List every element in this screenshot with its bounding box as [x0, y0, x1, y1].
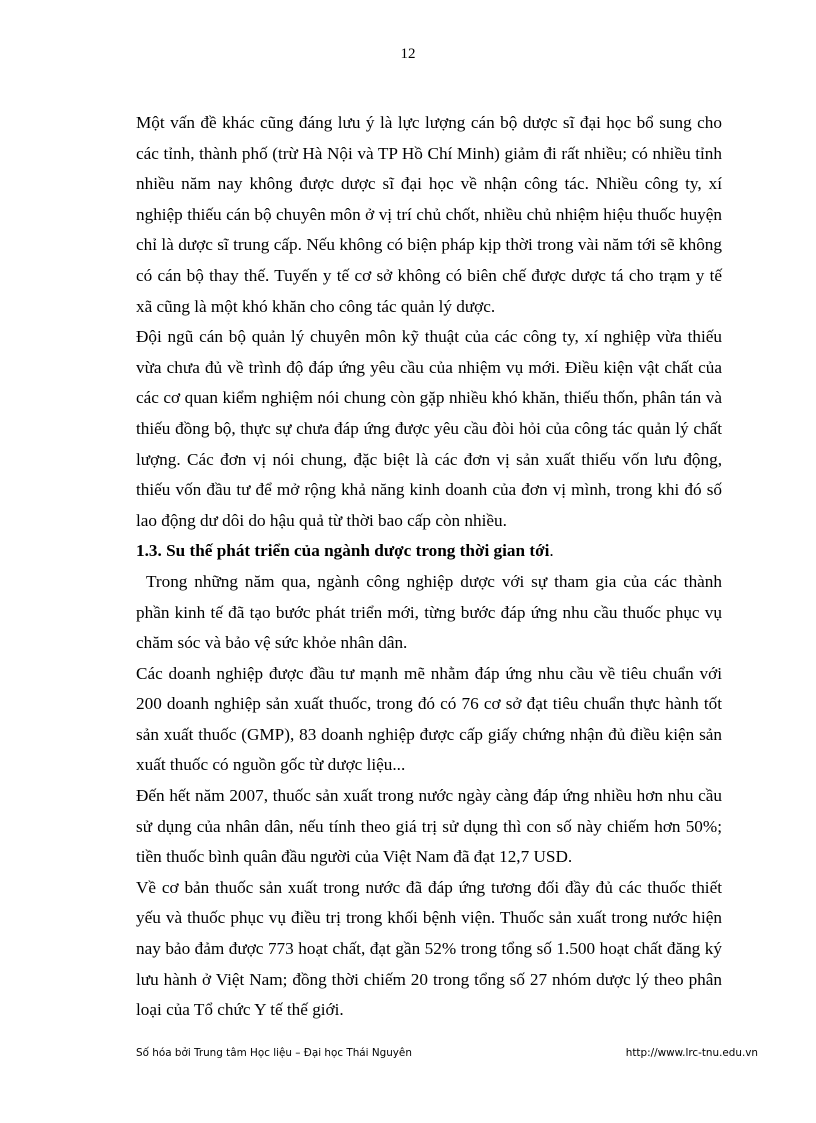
paragraph: Về cơ bản thuốc sản xuất trong nước đã đáp ứng tương đối đầy đủ các thuốc thiết yếu và thuốc phục vụ điều trị trong khối bệnh viện. Thuốc sản xuất trong nước hiện nay bảo đảm được 773 hoạt chất, đạt gần 52% trong tổng số 1.500 hoạt chất đăng ký lưu hành ở Việt Nam; đồng thời chiếm 20 trong tổng số 27 nhóm dược lý theo phân loại của Tổ chức Y tế thế giới. [136, 877, 722, 1020]
page-number: 12 [400, 46, 416, 62]
paragraph: Một vấn đề khác cũng đáng lưu ý là lực lượng cán bộ dược sĩ đại học bổ sung cho các tỉnh, thành phố (trừ Hà Nội và TP Hồ Chí Minh) giảm đi rất nhiều; có nhiều tỉnh nhiều năm nay không được dược sĩ đại học về nhận công tác. Nhiều công ty, xí nghiệp thiếu cán bộ chuyên môn ở vị trí chủ chốt, nhiều chủ nhiệm hiệu thuốc huyện chỉ là dược sĩ trung cấp. Nếu không có biện pháp kịp thời trong vài năm tới sẽ không có cán bộ thay thế. Tuyến y tế cơ sở không có biên chế được dược tá cho trạm y tế xã cũng là một khó khăn cho công tác quản lý dược. [136, 113, 722, 316]
paragraph: Các doanh nghiệp được đầu tư mạnh mẽ nhằm đáp ứng nhu cầu về tiêu chuẩn với 200 doanh nghiệp sản xuất thuốc, trong đó có 76 cơ sở đạt tiêu chuẩn thực hành tốt sản xuất thuốc (GMP), 83 doanh nghiệp được cấp giấy chứng nhận đủ điều kiện sản xuất thuốc có nguồn gốc từ dược liệu... [136, 663, 722, 775]
section-heading-period: . [549, 541, 554, 561]
paragraph: Đến hết năm 2007, thuốc sản xuất trong nước ngày càng đáp ứng nhiều hơn nhu cầu sử dụng của nhân dân, nếu tính theo giá trị sử dụng thì con số này chiếm hơn 50%; tiền thuốc bình quân đầu người của Việt Nam đã đạt 12,7 USD. [136, 786, 722, 867]
paragraph: Đội ngũ cán bộ quản lý chuyên môn kỹ thuật của các công ty, xí nghiệp vừa thiếu vừa chưa đủ về trình độ đáp ứng yêu cầu của nhiệm vụ mới. Điều kiện vật chất của các cơ quan kiểm nghiệm nói chung còn gặp nhiều khó khăn, thiếu thốn, phân tán và thiếu đồng bộ, thực sự chưa đáp ứng được yêu cầu đòi hỏi của công tác quản lý chất lượng. Các đơn vị nói chung, đặc biệt là các đơn vị sản xuất thiếu vốn lưu động, thiếu vốn đầu tư để mở rộng khả năng kinh doanh của đơn vị mình, trong khi đó số lao động dư dôi do hậu quả từ thời bao cấp còn nhiều. [136, 327, 722, 530]
section-heading-text: 1.3. Su thế phát triển của ngành dược trong thời gian tới [136, 541, 550, 561]
paragraph: Trong những năm qua, ngành công nghiệp dược với sự tham gia của các thành phần kinh tế đã tạo bước phát triển mới, từng bước đáp ứng nhu cầu thuốc phục vụ chăm sóc và bảo vệ sức khỏe nhân dân. [136, 571, 722, 653]
section-heading [136, 536, 722, 567]
footer-source: Số hóa bởi Trung tâm Học liệu – Đại học Thái Nguyên [136, 1047, 412, 1059]
footer-url[interactable]: http://www.lrc-tnu.edu.vn [625, 1047, 758, 1059]
page-footer [136, 1047, 758, 1059]
document-body [136, 108, 722, 1026]
